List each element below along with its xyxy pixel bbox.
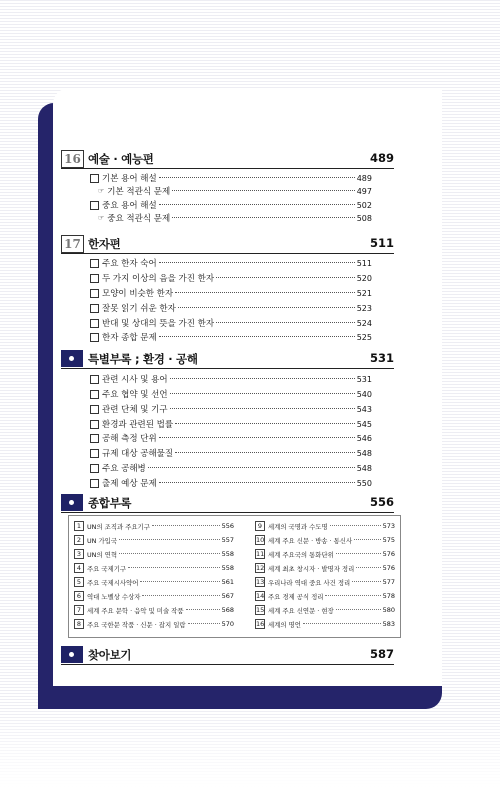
leader-dots — [178, 307, 355, 308]
grid-item-label: 주요 국한문 작품 · 신문 · 잡지 일람 — [87, 620, 186, 629]
toc-item-label: 환경과 관련된 법률 — [102, 420, 174, 430]
leader-dots — [303, 623, 381, 624]
leader-dots — [216, 322, 355, 323]
toc-item-label: 중요 용어 해설 — [102, 201, 157, 211]
leader-dots — [336, 553, 381, 554]
checkbox-icon — [90, 304, 99, 313]
toc-item-page: 511 — [356, 258, 372, 268]
section-header-general[interactable] — [61, 494, 394, 512]
toc-item-page: 531 — [356, 374, 372, 384]
toc-item-page: 508 — [356, 213, 372, 223]
grid-item-label: UN의 조직과 주요기구 — [87, 522, 150, 531]
grid-item-label: 세계의 명언 — [268, 620, 301, 629]
toc-item-label: 규제 대상 공해물질 — [102, 449, 174, 459]
section-title: 종합부록 — [88, 496, 132, 510]
grid-item-page: 576 — [382, 550, 395, 558]
leader-dots — [159, 336, 355, 337]
toc-item-page: 548 — [356, 448, 372, 458]
toc-item[interactable] — [90, 317, 372, 329]
section-title: 한자편 — [88, 237, 121, 251]
item-number: 11 — [256, 550, 265, 558]
toc-item[interactable] — [90, 447, 372, 459]
toc-item-page: 548 — [356, 463, 372, 473]
item-number: 5 — [74, 577, 84, 587]
leader-dots — [172, 190, 355, 191]
leader-dots — [119, 553, 220, 554]
section-page: 587 — [369, 647, 394, 661]
leader-dots — [170, 378, 355, 379]
grid-item-label: 우리나라 역대 중요 사건 정리 — [268, 578, 351, 587]
bullet-icon — [61, 646, 83, 663]
leader-dots — [142, 595, 219, 596]
section-rule — [61, 253, 394, 254]
toc-item[interactable] — [90, 185, 372, 197]
toc-item-page: 497 — [356, 186, 372, 196]
toc-item-label: 주요 협약 및 선언 — [102, 390, 168, 400]
item-number: 7 — [74, 605, 84, 615]
leader-dots — [170, 393, 355, 394]
bullet-icon — [61, 350, 83, 367]
checkbox-icon — [90, 405, 99, 414]
grid-item-label: 주요 국제기구 — [87, 564, 127, 573]
grid-item[interactable] — [74, 562, 234, 574]
leader-dots — [325, 595, 380, 596]
toc-item-page: 525 — [356, 332, 372, 342]
leader-dots — [172, 217, 355, 218]
grid-item[interactable] — [74, 520, 234, 532]
toc-item[interactable] — [90, 373, 372, 385]
section-page: 489 — [369, 151, 394, 165]
toc-item-label: 주요 한자 숙어 — [102, 259, 157, 269]
section-title: 찾아보기 — [88, 648, 132, 662]
toc-item[interactable] — [90, 477, 372, 489]
checkbox-icon — [90, 434, 99, 443]
grid-item-page: 558 — [221, 564, 234, 572]
toc-item-page: 524 — [356, 318, 372, 328]
item-number: 10 — [256, 536, 265, 544]
toc-item-page: 520 — [356, 273, 372, 283]
toc-item[interactable] — [90, 212, 372, 224]
toc-item[interactable] — [90, 388, 372, 400]
leader-dots — [186, 609, 220, 610]
grid-item[interactable] — [74, 576, 234, 588]
grid-item-page: 561 — [221, 578, 234, 586]
grid-item[interactable] — [74, 618, 234, 630]
toc-item[interactable] — [90, 272, 372, 284]
leader-dots — [159, 437, 355, 438]
grid-item[interactable] — [74, 604, 234, 616]
grid-item[interactable] — [255, 604, 395, 616]
toc-item[interactable] — [90, 432, 372, 444]
grid-item-label: 세계의 국명과 수도명 — [268, 522, 328, 531]
toc-item[interactable] — [90, 287, 372, 299]
toc-item-page: 523 — [356, 303, 372, 313]
item-number: 12 — [256, 564, 265, 572]
grid-item[interactable] — [255, 562, 395, 574]
bullet-icon — [61, 494, 83, 511]
toc-item-page: 489 — [356, 173, 372, 183]
grid-item-page: 573 — [382, 522, 395, 530]
toc-item-label: 모양이 비슷한 한자 — [102, 289, 174, 299]
item-number: 9 — [255, 521, 265, 531]
checkbox-icon — [90, 449, 99, 458]
section-number: 17 — [61, 235, 84, 253]
grid-item-page: 557 — [221, 536, 234, 544]
item-number: 1 — [74, 521, 84, 531]
toc-item-label: 관련 시사 및 용어 — [102, 375, 168, 385]
grid-item-label: 역대 노벨상 수상자 — [87, 592, 141, 601]
checkbox-icon — [90, 333, 99, 342]
grid-item[interactable] — [255, 548, 395, 560]
toc-item-label: 공해 측정 단위 — [102, 434, 157, 444]
section-title: 예술 · 예능편 — [88, 152, 154, 166]
pointing-hand-icon: ☞ — [98, 214, 105, 222]
checkbox-icon — [90, 390, 99, 399]
checkbox-icon — [90, 319, 99, 328]
grid-item-label: UN의 연혁 — [87, 550, 118, 559]
grid-item-label: 주요 경제 공식 정리 — [268, 592, 324, 601]
toc-item-page: 550 — [356, 478, 372, 488]
toc-item-label: 관련 단체 및 기구 — [102, 405, 168, 415]
checkbox-icon — [90, 479, 99, 488]
toc-item[interactable] — [90, 331, 372, 343]
grid-item-label: 세계 주요 문학 · 음악 및 미술 작품 — [87, 606, 184, 615]
toc-item-page: 546 — [356, 433, 372, 443]
toc-item-page: 540 — [356, 389, 372, 399]
section-rule — [61, 368, 394, 369]
section-header-17[interactable] — [61, 235, 394, 253]
leader-dots — [140, 581, 219, 582]
grid-item[interactable] — [255, 534, 395, 546]
toc-item-label: 두 가지 이상의 음을 가진 한자 — [102, 274, 215, 284]
checkbox-icon — [90, 174, 99, 183]
checkbox-icon — [90, 201, 99, 210]
section-rule — [61, 512, 394, 513]
section-title: 특별부록 ; 환경 · 공해 — [88, 352, 198, 366]
leader-dots — [159, 262, 355, 263]
leader-dots — [175, 452, 355, 453]
checkbox-icon — [90, 259, 99, 268]
checkbox-icon — [90, 375, 99, 384]
leader-dots — [175, 423, 355, 424]
section-header-special[interactable] — [61, 350, 394, 368]
section-header-index[interactable] — [61, 646, 394, 664]
leader-dots — [159, 482, 355, 483]
leader-dots — [170, 408, 355, 409]
leader-dots — [188, 623, 220, 624]
section-rule — [61, 664, 394, 665]
toc-item-page: 521 — [356, 288, 372, 298]
pointing-hand-icon: ☞ — [98, 187, 105, 195]
grid-item-page: 568 — [221, 606, 234, 614]
grid-item-page: 578 — [382, 592, 395, 600]
checkbox-icon — [90, 289, 99, 298]
grid-item-page: 556 — [221, 522, 234, 530]
section-page: 531 — [369, 351, 394, 365]
grid-item[interactable] — [255, 590, 395, 602]
leader-dots — [159, 204, 355, 205]
item-number: 13 — [256, 578, 265, 586]
section-header-16[interactable] — [61, 150, 394, 168]
leader-dots — [128, 567, 220, 568]
grid-item[interactable] — [255, 576, 395, 588]
leader-dots — [159, 177, 355, 178]
leader-dots — [336, 609, 381, 610]
grid-item-page: 567 — [221, 592, 234, 600]
toc-item[interactable] — [90, 403, 372, 415]
toc-item-label: 기본 적관식 문제 — [107, 187, 171, 197]
leader-dots — [354, 539, 380, 540]
grid-item-page: 576 — [382, 564, 395, 572]
toc-item-page: 502 — [356, 200, 372, 210]
leader-dots — [216, 277, 355, 278]
item-number: 15 — [256, 606, 265, 614]
checkbox-icon — [90, 274, 99, 283]
grid-item-page: 583 — [382, 620, 395, 628]
item-number: 4 — [74, 563, 84, 573]
checkbox-icon — [90, 464, 99, 473]
leader-dots — [356, 567, 380, 568]
section-number: 16 — [61, 150, 84, 168]
grid-item[interactable] — [74, 534, 234, 546]
page-bottom-fade — [0, 708, 500, 788]
toc-item[interactable] — [90, 462, 372, 474]
grid-item-page: 570 — [221, 620, 234, 628]
leader-dots — [175, 292, 355, 293]
grid-item-label: 세계 주요 신문 · 방송 · 통신사 — [268, 536, 353, 545]
leader-dots — [152, 525, 220, 526]
toc-item-page: 545 — [356, 419, 372, 429]
grid-item-label: 세계 주요국의 통화단위 — [268, 550, 334, 559]
item-number: 8 — [74, 619, 84, 629]
toc-item-label: 잘못 읽기 쉬운 한자 — [102, 304, 176, 314]
toc-item[interactable] — [90, 302, 372, 314]
grid-item-page: 575 — [382, 536, 395, 544]
grid-item-label: 세계 주요 신연문 · 현장 — [268, 606, 334, 615]
leader-dots — [119, 539, 220, 540]
toc-item[interactable] — [90, 172, 372, 184]
toc-item-label: 출제 예상 문제 — [102, 479, 157, 489]
toc-item[interactable] — [90, 199, 372, 211]
toc-item-label: 기본 용어 해설 — [102, 174, 157, 184]
grid-item-page: 558 — [221, 550, 234, 558]
toc-item[interactable] — [90, 257, 372, 269]
item-number: 14 — [256, 592, 265, 600]
grid-item[interactable] — [74, 548, 234, 560]
item-number: 16 — [256, 620, 265, 628]
item-number: 2 — [74, 535, 84, 545]
toc-item-label: 주요 공해병 — [102, 464, 146, 474]
checkbox-icon — [90, 420, 99, 429]
section-page: 556 — [369, 495, 394, 509]
item-number: 3 — [74, 549, 84, 559]
toc-item-label: 중요 적관식 문제 — [107, 214, 171, 224]
grid-item-page: 577 — [382, 578, 395, 586]
grid-item-label: 주요 국제시사약어 — [87, 578, 139, 587]
grid-item[interactable] — [255, 618, 395, 630]
toc-item-label: 반대 및 상대의 뜻을 가진 한자 — [102, 319, 215, 329]
leader-dots — [148, 467, 355, 468]
toc-item-label: 한자 종합 문제 — [102, 333, 157, 343]
toc-item[interactable] — [90, 418, 372, 430]
grid-item-label: UN 가입국 — [87, 536, 118, 545]
grid-item[interactable] — [74, 590, 234, 602]
toc-item-page: 543 — [356, 404, 372, 414]
grid-item-label: 세계 최초 창시자 · 발명자 정리 — [268, 564, 355, 573]
grid-item-page: 580 — [382, 606, 395, 614]
grid-item[interactable] — [255, 520, 395, 532]
item-number: 6 — [74, 591, 84, 601]
leader-dots — [330, 525, 381, 526]
section-page: 511 — [369, 236, 394, 250]
leader-dots — [352, 581, 380, 582]
section-rule — [61, 168, 394, 169]
